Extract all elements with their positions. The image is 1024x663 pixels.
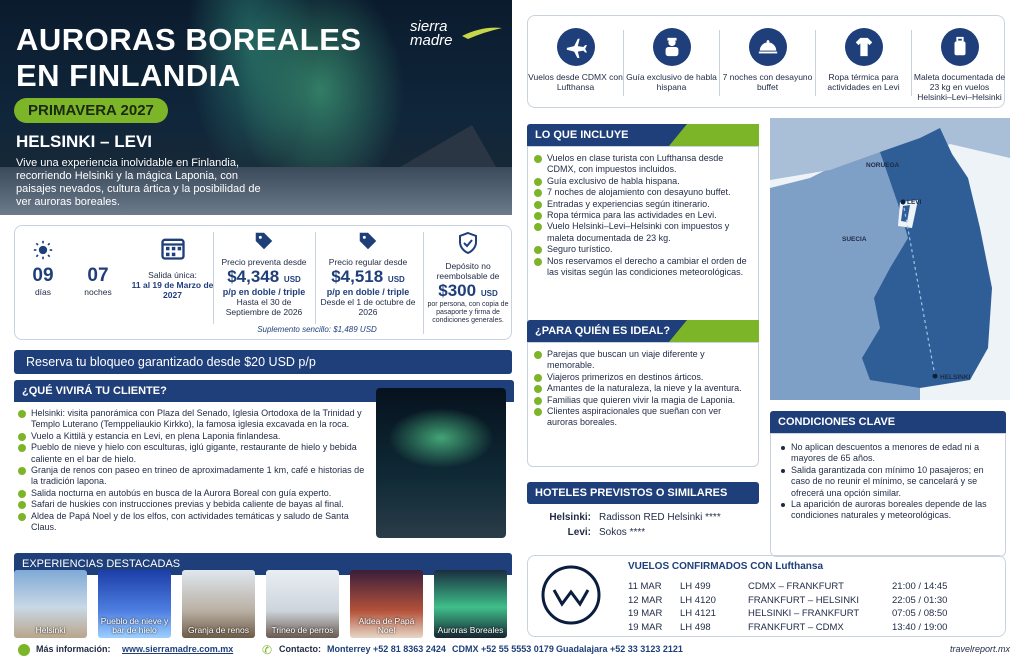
thumb-label: Granja de renos: [188, 625, 249, 635]
regular-amount: $4,518: [331, 267, 384, 286]
experience-list: [18, 408, 373, 533]
experience-thumb: [266, 570, 339, 638]
list-item: Salida nocturna en autobús en busca de la Aurora Boreal con guía experto.: [18, 488, 373, 499]
includes-section: [527, 124, 759, 329]
feature-text: Vuelos desde CDMX con Lufthansa: [528, 72, 623, 92]
hotels-section: [527, 482, 759, 546]
flight-date: 11 MAR: [628, 581, 662, 592]
hotels-list: [527, 504, 759, 546]
flight-route: FRANKFURT – HELSINKI: [748, 594, 860, 606]
list-item: Ropa térmica para las actividades en Levi.: [534, 210, 752, 221]
flight-number: LH 499: [680, 581, 711, 592]
departure-dates: 11 al 19 de Marzo de 2027: [131, 280, 214, 300]
flight-number: LH 498: [680, 621, 711, 633]
presale-basis: p/p en doble / triple: [222, 287, 306, 297]
thumb-label: Helsinki: [35, 625, 66, 635]
globe-icon: [18, 644, 30, 656]
contact-monterrey[interactable]: Monterrey +52 81 8363 2424: [327, 644, 446, 654]
nights-stat: [73, 240, 123, 297]
flight-route: CDMX – FRANKFURT: [748, 581, 844, 592]
hotel-name: Radisson RED Helsinki ****: [599, 512, 721, 523]
flight-time: 21:00 / 14:45: [892, 581, 948, 592]
sun-icon: [33, 240, 53, 260]
route-map: [770, 118, 1010, 400]
experience-section: [14, 380, 512, 550]
website-link[interactable]: www.sierramadre.com.mx: [122, 644, 234, 654]
list-item: Viajeros primerizos en destinos árticos.: [534, 372, 752, 383]
list-item: Entradas y experiencias según itinerario.: [534, 199, 752, 210]
logo-swoosh-icon: [462, 26, 502, 40]
moon-icon: [88, 240, 108, 260]
map-label-helsinki: HELSINKI: [940, 374, 971, 381]
hotel-city: Helsinki:: [549, 512, 591, 523]
list-item: Safari de huskies con instrucciones previas y bebida caliente de bayas al final.: [18, 499, 373, 510]
list-item: Pueblo de nieve y hielo con esculturas, iglú gigante, restaurante de hielo y bebida caliente en el bar de hielo.: [18, 442, 373, 465]
thermal-clothing-icon: [845, 28, 883, 66]
list-item: Parejas que buscan un viaje diferente y memorable.: [534, 349, 752, 372]
section-title: HOTELES PREVISTOS O SIMILARES: [535, 487, 728, 499]
flight-number: LH 4121: [680, 608, 716, 619]
flight-time: 13:40 / 19:00: [892, 621, 948, 633]
presale-currency: USD: [283, 275, 301, 284]
hero-description: Vive una experiencia inolvidable en Finlandia, recorriendo Helsinki y la mágica Laponia, con paisajes nevados, cultura ártica y la posibilidad de ver auroras boreales.: [16, 157, 261, 208]
price-tag-icon: [253, 230, 275, 252]
hotel-name: Sokos ****: [599, 527, 646, 538]
regular-currency: USD: [387, 275, 405, 284]
booking-bar: Reserva tu bloqueo garantizado desde $20 USD p/p: [14, 350, 512, 374]
phone-icon: ✆: [262, 643, 273, 657]
list-item: Seguro turístico.: [534, 244, 752, 255]
flight-row: [628, 580, 998, 594]
list-item: Clientes aspiracionales que sueñan con ver auroras boreales.: [534, 406, 752, 429]
conditions-box: [770, 433, 1006, 557]
nights-label: noches: [84, 287, 112, 297]
hero-banner: [0, 0, 512, 215]
feature-text: Maleta documentada de 23 kg en vuelos Helsinki–Levi–Helsinki: [913, 72, 1006, 102]
breakfast-icon: [749, 28, 787, 66]
ideal-box: [527, 342, 759, 467]
hotel-city: Levi:: [567, 527, 591, 538]
conditions-section: [770, 411, 1006, 557]
deposit-currency: USD: [480, 289, 498, 298]
section-title: EXPERIENCIAS DESTACADAS: [22, 558, 181, 570]
route-title: HELSINKI – LEVI: [16, 132, 153, 151]
days-number: 09: [32, 265, 54, 286]
trip-stats: [14, 225, 512, 340]
flight-row: [628, 594, 998, 608]
regular-basis: p/p en doble / triple: [326, 287, 410, 297]
list-item: Vuelo Helsinki–Levi–Helsinki con impuestos y maleta documentada de 23 kg.: [534, 221, 752, 244]
section-title: CONDICIONES CLAVE: [778, 416, 896, 428]
list-item: Salida garantizada con mínimo 10 pasajeros; en caso de no reunir el mínimo, se cancelará y se ofrecerá una opción similar.: [779, 465, 997, 499]
section-title: ¿PARA QUIÉN ES IDEAL?: [535, 325, 671, 337]
flights-section: [527, 555, 1006, 637]
info-label: Más información:: [36, 644, 111, 654]
finland-map: [770, 118, 1010, 400]
flight-number: LH 4120: [680, 594, 716, 606]
conditions-list: [779, 442, 997, 522]
experience-thumb: [182, 570, 255, 638]
brand-text: travelreport.mx: [950, 644, 1011, 654]
days-stat: [23, 240, 63, 297]
list-item: No aplican descuentos a menores de edad ni a mayores de 65 años.: [779, 442, 997, 465]
list-item: Familias que quieren vivir la magia de Laponia.: [534, 395, 752, 406]
feature-text: Ropa térmica para actividades en Levi: [827, 72, 900, 92]
list-item: La aparición de auroras boreales depende de las condiciones naturales y meteorológicas.: [779, 499, 997, 522]
presale-amount: $4,348: [227, 267, 280, 286]
days-label: días: [34, 287, 52, 297]
feature-breakfast: [720, 16, 815, 109]
list-item: Vuelos en clase turista con Lufthansa desde CDMX, con impuestos incluidos.: [534, 153, 752, 176]
feature-text: 7 noches con desayuno buffet: [722, 72, 813, 92]
flight-row: [628, 621, 998, 635]
featured-experiences: [14, 553, 512, 635]
logo-line-2: madre: [410, 32, 453, 49]
map-label-levi: LEVI: [907, 199, 922, 206]
section-header: [527, 124, 759, 146]
departure-stat: [130, 234, 215, 300]
feature-guide: [624, 16, 719, 109]
map-label-norway: NORUEGA: [866, 162, 900, 169]
guide-icon: [653, 28, 691, 66]
calendar-icon: [158, 234, 188, 262]
experience-thumb: [434, 570, 507, 638]
aurora-photo: [376, 388, 506, 538]
section-title: LO QUE INCLUYE: [535, 129, 629, 141]
suitcase-icon: [941, 28, 979, 66]
list-item: Aldea de Papá Noel y de los elfos, con actividades temáticas y saludo de Santa Claus.: [18, 511, 373, 534]
deposit-amount: $300: [438, 281, 477, 300]
thumb-label: Trineo de perros: [271, 625, 334, 635]
footer: [0, 638, 1024, 663]
list-item: Nos reservamos el derecho a cambiar el orden de las visitas según las condiciones meteorológicas.: [534, 256, 752, 279]
list-item: Helsinki: visita panorámica con Plaza del Senado, Iglesia Ortodoxa de la Trinidad y Templo Luterano (Temppeliaukio Kirkko), la famosa iglesia excavada en la roca.: [18, 408, 373, 431]
hotel-row: [535, 510, 751, 525]
deposit: [427, 230, 509, 325]
shield-check-icon: [456, 230, 480, 256]
features-strip: [527, 15, 1005, 108]
contact-cdmx[interactable]: CDMX +52 55 5553 0179: [452, 644, 554, 654]
map-label-sweden: SUECIA: [842, 236, 867, 243]
regular-from: Desde el 1 de octubre de 2026: [320, 297, 416, 317]
list-item: Guía exclusivo de habla hispana.: [534, 176, 752, 187]
feature-text: Guía exclusivo de habla hispana: [626, 72, 717, 92]
section-header: [770, 411, 1006, 433]
includes-box: [527, 146, 759, 329]
ideal-for-section: [527, 320, 759, 467]
flight-date: 19 MAR: [628, 621, 663, 633]
thumb-label: Aldea de Papá Noel: [358, 616, 415, 635]
season-badge: PRIMAVERA 2027: [14, 98, 168, 123]
flight-row: [628, 607, 998, 621]
section-title: ¿QUÉ VIVIRÁ TU CLIENTE?: [22, 385, 167, 397]
regular-price: [317, 230, 419, 317]
list-item: Vuelo a Kittilä y estancia en Levi, en plena Laponia finlandesa.: [18, 431, 373, 442]
flight-date: 19 MAR: [628, 608, 663, 619]
regular-label: Precio regular desde: [328, 257, 408, 267]
ideal-list: [534, 349, 752, 429]
list-item: 7 noches de alojamiento con desayuno buffet.: [534, 187, 752, 198]
single-supplement: Suplemento sencillo: $1,489 USD: [257, 325, 377, 334]
presale-until: Hasta el 30 de Septiembre de 2026: [225, 297, 303, 317]
feature-flights: [528, 16, 623, 109]
section-header: [527, 320, 759, 342]
presale-price: [215, 230, 313, 317]
nights-number: 07: [87, 265, 109, 286]
list-item: Granja de renos con paseo en trineo de aproximadamente 1 km, café e historias de la tradición lapona.: [18, 465, 373, 488]
flight-route: FRANKFURT – CDMX: [748, 621, 844, 633]
title-line-1: AURORAS BOREALES: [16, 22, 362, 57]
deposit-label: Depósito no reembolsable de: [436, 261, 500, 281]
flight-date: 12 MAR: [628, 594, 663, 606]
flights-title: VUELOS CONFIRMADOS CON Lufthansa: [628, 561, 824, 572]
flights-table: [628, 580, 998, 634]
title-line-2: EN FINLANDIA: [16, 58, 241, 93]
sierra-madre-logo: [410, 20, 453, 48]
feature-clothing: [816, 16, 911, 109]
deposit-note: por persona, con copia de pasaporte y firma de condiciones generales.: [427, 301, 509, 324]
thumb-label: Pueblo de nieve y bar de hielo: [100, 616, 169, 635]
airplane-icon: [557, 28, 595, 66]
flight-time: 22:05 / 01:30: [892, 594, 948, 606]
hero-title: [16, 22, 376, 94]
logo-line-1: sierra: [410, 18, 448, 35]
experience-thumb: [350, 570, 423, 638]
list-item: Amantes de la naturaleza, la nieve y la aventura.: [534, 383, 752, 394]
feature-luggage: [912, 16, 1007, 109]
presale-label: Precio preventa desde: [221, 257, 307, 267]
experience-thumb: [14, 570, 87, 638]
experience-thumb: [98, 570, 171, 638]
section-header: [527, 482, 759, 504]
contact-guadalajara[interactable]: Guadalajara +52 33 3123 2121: [556, 644, 683, 654]
flight-time: 07:05 / 08:50: [892, 608, 948, 619]
hotel-row: [535, 525, 751, 540]
lufthansa-logo-icon: [540, 564, 602, 626]
price-tag-icon: [357, 230, 379, 252]
contact-label: Contacto:: [279, 644, 321, 654]
flight-route: HELSINKI – FRANKFURT: [748, 608, 860, 619]
includes-list: [534, 153, 752, 278]
thumb-label: Auroras Boreales: [437, 625, 504, 635]
departure-label: Salida única:: [148, 270, 197, 280]
